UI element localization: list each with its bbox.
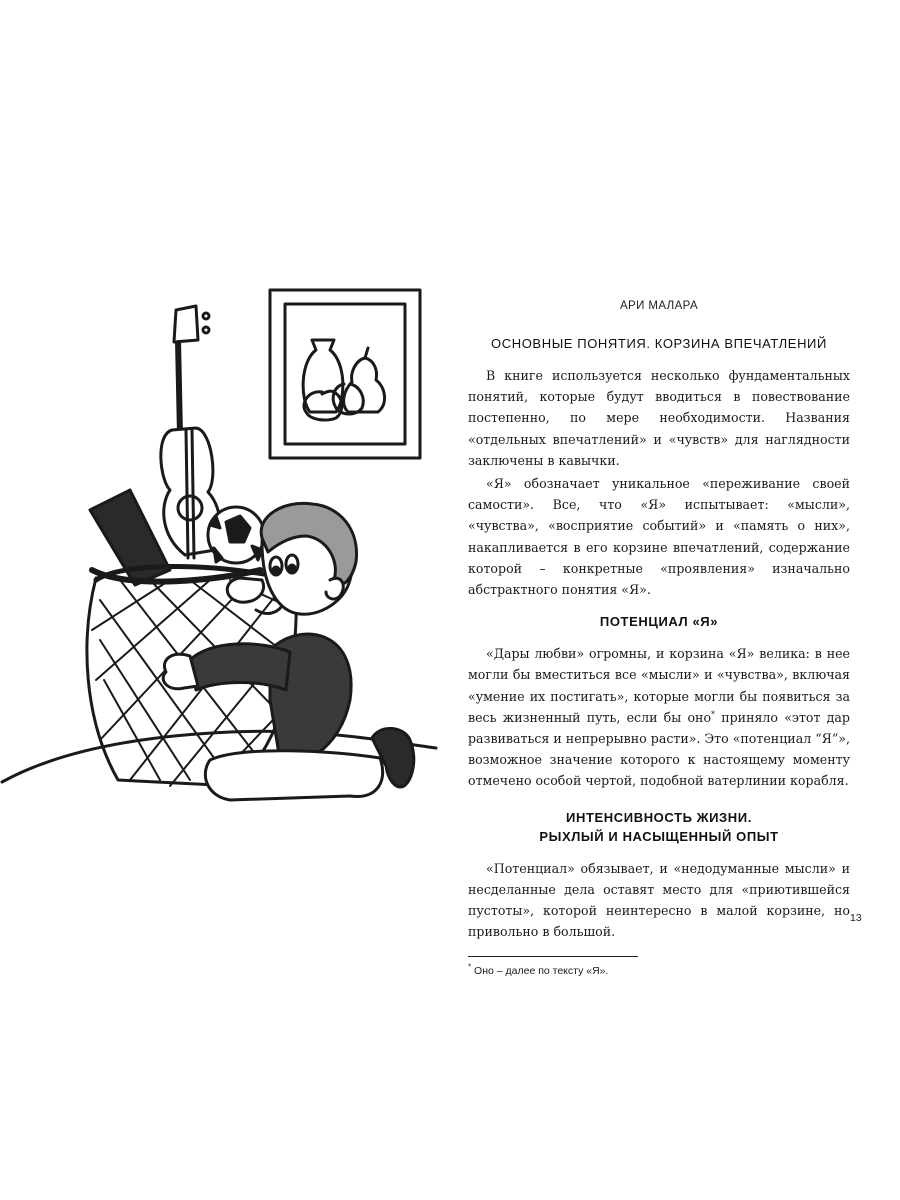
paragraph: В книге используется несколько фундаментальных понятий, которые будут вводиться в повествование постепенно, по мере необходимости. Названия «отдельных впечатлений» и «чувств» для наглядности заключены в кавычки. bbox=[468, 368, 850, 468]
section-heading-intensity bbox=[468, 808, 850, 846]
illustration-boy-with-basket bbox=[0, 280, 440, 840]
heading-line-1: ИНТЕНСИВНОСТЬ ЖИЗНИ. bbox=[566, 809, 752, 825]
footnote-ref-mark: * bbox=[711, 709, 716, 719]
running-head: АРИ МАЛАРА bbox=[619, 300, 699, 312]
section-heading-basics: ОСНОВНЫЕ ПОНЯТИЯ. КОРЗИНА ВПЕЧАТЛЕНИЙ bbox=[491, 336, 827, 351]
paragraph: «Потенциал» обязывает, и «недодуманные мысли» и несделанные дела оставят место для «приютившейся пустоты», которой неинтересно в малой корзине, но привольно в большой. bbox=[468, 860, 850, 940]
footnote bbox=[468, 962, 850, 978]
text-column bbox=[468, 300, 850, 977]
page-number: 13 bbox=[850, 912, 862, 924]
footnote-divider bbox=[468, 956, 638, 957]
paragraph: «Я» обозначает уникальное «переживание своей самости». Все, что «Я» испытывает: «мысли», «чувства», «восприятие событий» и «память о них», накапливается в его корзине впечатлений, содержание которой – конкретные «проявления» изначально абстрактного понятия «Я». bbox=[468, 476, 850, 598]
football-icon bbox=[208, 507, 264, 563]
paragraph-with-footnote-ref bbox=[468, 643, 850, 791]
footnote-text: Оно – далее по тексту «Я». bbox=[471, 965, 609, 978]
heading-line-2: РЫХЛЫЙ И НАСЫЩЕННЫЙ ОПЫТ bbox=[539, 828, 779, 844]
footnote-mark: * bbox=[468, 962, 472, 972]
paragraph-text-part-1: «Дары любви» огромны, и корзина «Я» велика: в нее могли бы вместиться все «мысли» и «чувства», включая «умение их постигать», которые могли бы появиться за весь жизненный путь, если бы оно bbox=[468, 646, 850, 725]
wall-picture-frame bbox=[270, 290, 420, 458]
paragraph-text-part-2: приняло «этот дар развиваться и непрерывно расти». Это «потенциал “Я”», возможное значение которого к настоящему моменту отмечено особой чертой, подобной ватерлинии корабля. bbox=[468, 709, 850, 789]
section-heading-potential: ПОТЕНЦИАЛ «Я» bbox=[599, 614, 719, 630]
